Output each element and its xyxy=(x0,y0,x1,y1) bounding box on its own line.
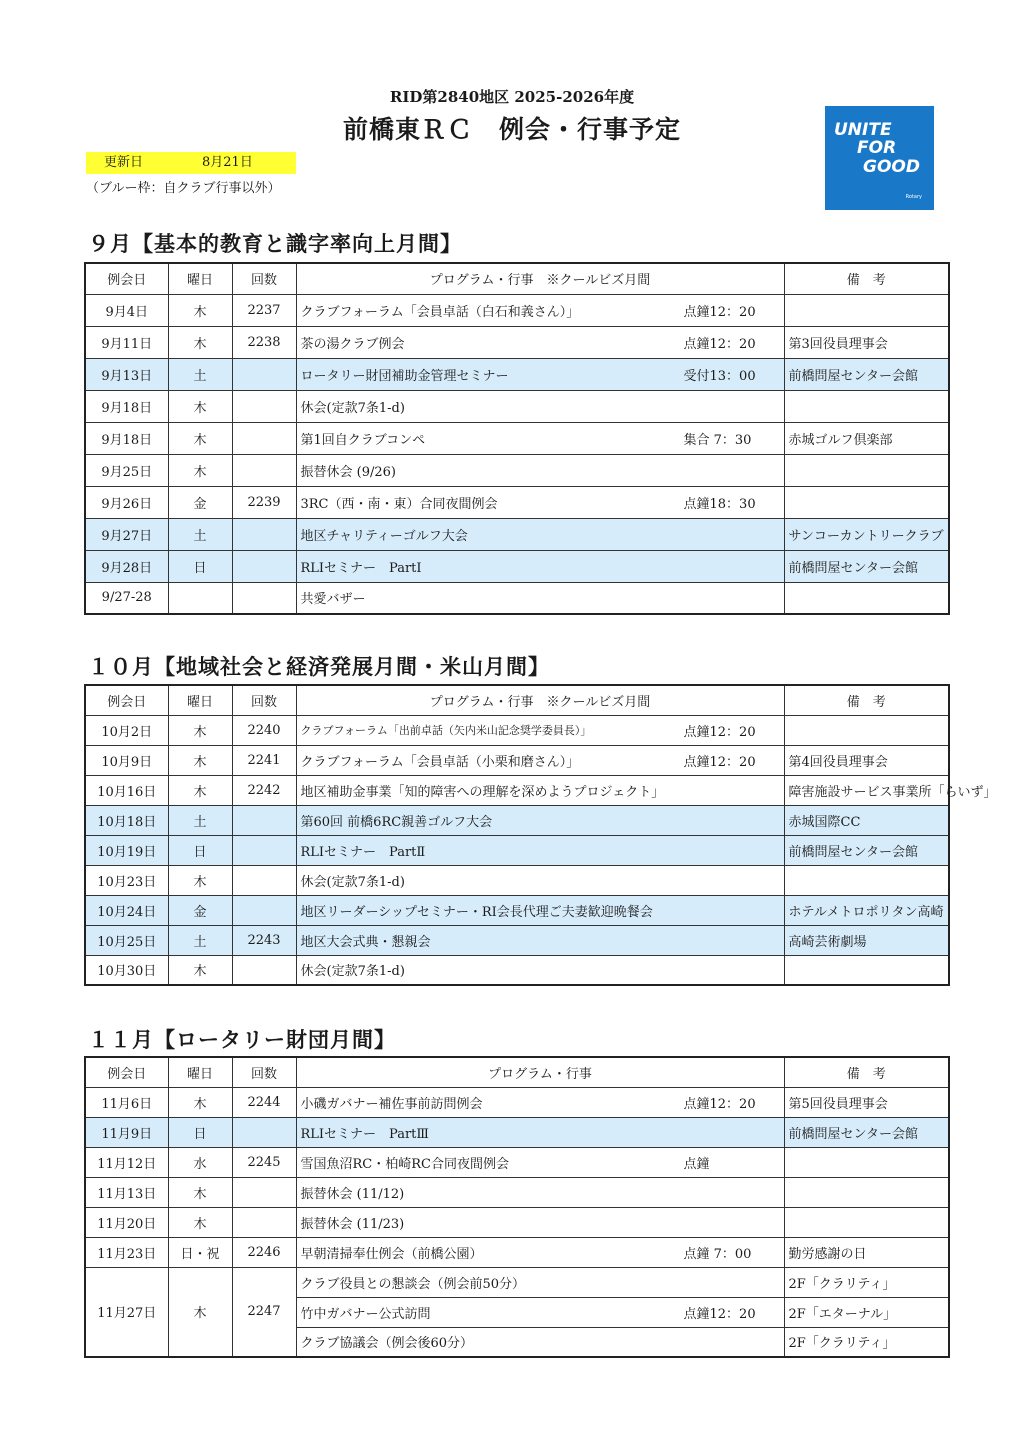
col-header-number: 回数 xyxy=(232,685,296,715)
number-cell: 2242 xyxy=(232,775,296,805)
program-cell xyxy=(296,925,784,955)
remarks-cell xyxy=(784,390,949,422)
date-cell: 9/27-28 xyxy=(85,582,168,614)
weekday-cell: 木 xyxy=(168,326,232,358)
table-row xyxy=(85,805,949,835)
weekday-cell: 木 xyxy=(168,715,232,745)
table-row xyxy=(85,454,949,486)
program-time: 集合 7：30 xyxy=(683,432,752,448)
remarks-cell: 2F「クラリティ」 xyxy=(784,1267,949,1297)
date-cell: 9月28日 xyxy=(85,550,168,582)
weekday-cell: 金 xyxy=(168,486,232,518)
weekday-cell: 木 xyxy=(168,454,232,486)
table-row xyxy=(85,745,949,775)
schedule-table-october xyxy=(84,684,997,986)
program-cell xyxy=(296,1117,784,1147)
program-content xyxy=(301,1332,780,1351)
weekday-cell: 木 xyxy=(168,745,232,775)
col-header-number: 回数 xyxy=(232,1057,296,1087)
program-cell xyxy=(296,454,784,486)
date-cell: 10月23日 xyxy=(85,865,168,895)
remarks-cell: 2F「クラリティ」 xyxy=(784,1327,949,1357)
remarks-cell: 前橋問屋センター会館 xyxy=(784,550,949,582)
program-cell xyxy=(296,1087,784,1117)
number-cell: 2247 xyxy=(232,1267,296,1357)
table-row xyxy=(85,582,949,614)
update-date-box xyxy=(86,152,296,174)
program-content xyxy=(301,1123,780,1142)
program-cell xyxy=(296,745,784,775)
table-header-row xyxy=(85,1057,949,1087)
table-row xyxy=(85,715,949,745)
program-cell xyxy=(296,1297,784,1327)
program-content xyxy=(301,751,780,770)
remarks-cell xyxy=(784,1147,949,1177)
table-header-row xyxy=(85,263,949,294)
number-cell xyxy=(232,358,296,390)
remarks-cell: 高崎芸術劇場 xyxy=(784,925,949,955)
update-label: 更新日 xyxy=(104,155,144,170)
program-cell xyxy=(296,358,784,390)
program-cell xyxy=(296,486,784,518)
program-text: 地区補助金事業「知的障害への理解を深めようプロジェクト」 xyxy=(300,784,665,800)
remarks-cell xyxy=(784,715,949,745)
program-content xyxy=(301,525,780,544)
program-cell xyxy=(296,1207,784,1237)
number-cell xyxy=(232,422,296,454)
number-cell xyxy=(232,895,296,925)
program-text: 雪国魚沼RC・柏崎RC合同夜間例会 xyxy=(300,1156,509,1172)
col-header-weekday: 曜日 xyxy=(168,685,232,715)
date-cell: 9月11日 xyxy=(85,326,168,358)
table-row xyxy=(85,390,949,422)
program-cell xyxy=(296,1267,784,1297)
program-text: 休会(定款7条1-d) xyxy=(300,874,405,890)
table-row xyxy=(85,835,949,865)
weekday-cell: 木 xyxy=(168,1177,232,1207)
program-content xyxy=(301,1273,780,1292)
page-title: 前橋東ＲＣ 例会・行事予定 xyxy=(342,115,681,144)
legend-note: （ブルー枠：自クラブ行事以外） xyxy=(86,181,281,196)
number-cell xyxy=(232,454,296,486)
remarks-cell xyxy=(784,454,949,486)
program-content xyxy=(301,333,780,352)
weekday-cell: 日・祝 xyxy=(168,1237,232,1267)
date-cell: 10月16日 xyxy=(85,775,168,805)
remarks-cell xyxy=(784,582,949,614)
program-text: 地区チャリティーゴルフ大会 xyxy=(300,528,468,544)
program-content xyxy=(301,493,780,512)
date-cell: 11月13日 xyxy=(85,1177,168,1207)
col-header-date: 例会日 xyxy=(85,263,168,294)
date-cell: 9月26日 xyxy=(85,486,168,518)
section-title-september: ９月【基本的教育と識字率向上月間】 xyxy=(88,231,462,256)
program-time: 点鐘 xyxy=(683,1156,710,1172)
schedule-table-november xyxy=(84,1056,950,1358)
number-cell xyxy=(232,1207,296,1237)
program-text: 早朝清掃奉仕例会（前橋公園） xyxy=(300,1246,483,1262)
col-header-remarks: 備 考 xyxy=(784,263,949,294)
table-row xyxy=(85,1087,949,1117)
program-cell xyxy=(296,1327,784,1357)
remarks-cell: ホテルメトロポリタン高崎 xyxy=(784,895,949,925)
unite-for-good-logo xyxy=(825,106,934,210)
program-cell xyxy=(296,326,784,358)
number-cell: 2244 xyxy=(232,1087,296,1117)
program-text: 振替休会 (11/12) xyxy=(300,1186,405,1202)
program-text: 竹中ガバナー公式訪問 xyxy=(300,1306,431,1322)
date-cell: 10月18日 xyxy=(85,805,168,835)
remarks-cell xyxy=(784,955,949,985)
program-cell xyxy=(296,775,784,805)
col-header-date: 例会日 xyxy=(85,685,168,715)
program-time: 点鐘12：20 xyxy=(683,754,756,770)
date-cell: 9月18日 xyxy=(85,422,168,454)
program-text: 茶の湯クラブ例会 xyxy=(300,336,405,352)
number-cell: 2245 xyxy=(232,1147,296,1177)
remarks-cell xyxy=(784,294,949,326)
program-content xyxy=(301,1243,780,1262)
table-row xyxy=(85,518,949,550)
section-title-november: １１月【ロータリー財団月間】 xyxy=(88,1027,396,1052)
remarks-cell: 第4回役員理事会 xyxy=(784,745,949,775)
weekday-cell: 日 xyxy=(168,550,232,582)
remarks-cell xyxy=(784,1207,949,1237)
program-text: RLIセミナー PartⅠ xyxy=(300,560,422,576)
remarks-cell: 第5回役員理事会 xyxy=(784,1087,949,1117)
program-content xyxy=(301,1093,780,1112)
program-text: ロータリー財団補助金管理セミナー xyxy=(300,368,509,384)
date-cell: 10月2日 xyxy=(85,715,168,745)
date-cell: 11月27日 xyxy=(85,1267,168,1357)
remarks-cell: 赤城ゴルフ倶楽部 xyxy=(784,422,949,454)
weekday-cell: 木 xyxy=(168,1207,232,1237)
table-row xyxy=(85,1267,949,1297)
program-content xyxy=(301,721,780,740)
date-cell: 11月23日 xyxy=(85,1237,168,1267)
program-cell xyxy=(296,715,784,745)
program-cell xyxy=(296,518,784,550)
program-content xyxy=(301,1153,780,1172)
col-header-program: プログラム・行事 ※クールビズ月間 xyxy=(296,685,784,715)
weekday-cell: 木 xyxy=(168,1087,232,1117)
remarks-cell: 前橋問屋センター会館 xyxy=(784,835,949,865)
remarks-cell xyxy=(784,1177,949,1207)
table-row xyxy=(85,294,949,326)
number-cell xyxy=(232,390,296,422)
col-header-date: 例会日 xyxy=(85,1057,168,1087)
remarks-cell: サンコーカントリークラブ xyxy=(784,518,949,550)
program-cell xyxy=(296,422,784,454)
table-row xyxy=(85,955,949,985)
program-text: クラブフォーラム「出前卓話（矢内米山記念奨学委員長）」 xyxy=(300,724,592,737)
weekday-cell: 木 xyxy=(168,955,232,985)
program-content xyxy=(301,781,780,800)
weekday-cell: 日 xyxy=(168,1117,232,1147)
table-row xyxy=(85,550,949,582)
program-cell xyxy=(296,1237,784,1267)
program-text: 3RC（西・南・東）合同夜間例会 xyxy=(300,496,498,512)
program-content xyxy=(301,901,780,920)
number-cell: 2243 xyxy=(232,925,296,955)
table-row xyxy=(85,1237,949,1267)
remarks-cell: 2F「エターナル」 xyxy=(784,1297,949,1327)
weekday-cell xyxy=(168,582,232,614)
weekday-cell: 水 xyxy=(168,1147,232,1177)
weekday-cell: 金 xyxy=(168,895,232,925)
remarks-cell: 障害施設サービス事業所「らいず」 xyxy=(784,775,949,805)
number-cell xyxy=(232,1177,296,1207)
section-title-october: １０月【地域社会と経済発展月間・米山月間】 xyxy=(88,654,550,679)
date-cell: 9月27日 xyxy=(85,518,168,550)
program-content xyxy=(301,811,780,830)
update-value: 8月21日 xyxy=(202,155,253,170)
remarks-cell: 勤労感謝の日 xyxy=(784,1237,949,1267)
table-row xyxy=(85,895,949,925)
table-row xyxy=(85,775,949,805)
date-cell: 9月25日 xyxy=(85,454,168,486)
col-header-number: 回数 xyxy=(232,263,296,294)
program-text: 共愛バザー xyxy=(300,592,366,608)
table-row xyxy=(85,326,949,358)
col-header-program: プログラム・行事 xyxy=(296,1057,784,1087)
col-header-weekday: 曜日 xyxy=(168,1057,232,1087)
col-header-remarks: 備 考 xyxy=(784,1057,949,1087)
program-content xyxy=(301,557,780,576)
remarks-cell xyxy=(784,865,949,895)
program-text: 振替休会 (9/26) xyxy=(300,464,396,480)
program-text: 第60回 前橋6RC親善ゴルフ大会 xyxy=(300,814,493,830)
program-time: 点鐘18：30 xyxy=(683,496,756,512)
weekday-cell: 木 xyxy=(168,865,232,895)
table-row xyxy=(85,1207,949,1237)
weekday-cell: 土 xyxy=(168,518,232,550)
date-cell: 10月9日 xyxy=(85,745,168,775)
program-text: クラブ役員との懇談会（例会前50分） xyxy=(300,1276,526,1292)
program-cell xyxy=(296,955,784,985)
number-cell xyxy=(232,805,296,835)
number-cell: 2240 xyxy=(232,715,296,745)
date-cell: 11月20日 xyxy=(85,1207,168,1237)
number-cell xyxy=(232,835,296,865)
logo-line3: GOOD xyxy=(863,157,920,177)
date-cell: 10月24日 xyxy=(85,895,168,925)
number-cell xyxy=(232,865,296,895)
program-content xyxy=(301,931,780,950)
program-text: クラブフォーラム「会員卓話（小栗和磨さん）」 xyxy=(300,754,580,770)
program-text: クラブフォーラム「会員卓話（白石和義さん）」 xyxy=(300,304,580,320)
remarks-cell: 赤城国際CC xyxy=(784,805,949,835)
program-cell xyxy=(296,865,784,895)
program-text: 小磯ガバナー補佐事前訪問例会 xyxy=(300,1096,483,1112)
number-cell: 2246 xyxy=(232,1237,296,1267)
table-row xyxy=(85,486,949,518)
col-header-weekday: 曜日 xyxy=(168,263,232,294)
program-text: 休会(定款7条1-d) xyxy=(300,400,405,416)
program-time: 点鐘 7：00 xyxy=(683,1246,752,1262)
program-cell xyxy=(296,1147,784,1177)
program-text: クラブ協議会（例会後60分） xyxy=(300,1336,474,1352)
table-row xyxy=(85,925,949,955)
remarks-cell: 前橋問屋センター会館 xyxy=(784,358,949,390)
program-content xyxy=(301,1213,780,1232)
program-text: 地区大会式典・懇親会 xyxy=(300,934,431,950)
table-header-row xyxy=(85,685,949,715)
date-cell: 11月12日 xyxy=(85,1147,168,1177)
program-time: 点鐘12：20 xyxy=(683,1306,756,1322)
program-cell xyxy=(296,1177,784,1207)
program-text: 休会(定款7条1-d) xyxy=(300,964,405,980)
program-time: 点鐘12：20 xyxy=(683,336,756,352)
program-content xyxy=(301,960,780,979)
program-content xyxy=(301,301,780,320)
weekday-cell: 木 xyxy=(168,422,232,454)
weekday-cell: 木 xyxy=(168,390,232,422)
program-content xyxy=(301,588,780,607)
program-content xyxy=(301,841,780,860)
program-time: 点鐘12：20 xyxy=(683,724,756,740)
program-content xyxy=(301,1183,780,1202)
table-row xyxy=(85,1117,949,1147)
schedule-table-september xyxy=(84,262,950,615)
program-cell xyxy=(296,895,784,925)
program-content xyxy=(301,461,780,480)
program-cell xyxy=(296,582,784,614)
date-cell: 10月25日 xyxy=(85,925,168,955)
program-time: 点鐘12：20 xyxy=(683,1096,756,1112)
number-cell: 2238 xyxy=(232,326,296,358)
program-cell xyxy=(296,294,784,326)
program-content xyxy=(301,397,780,416)
date-cell: 9月4日 xyxy=(85,294,168,326)
remarks-cell: 第3回役員理事会 xyxy=(784,326,949,358)
weekday-cell: 土 xyxy=(168,805,232,835)
weekday-cell: 土 xyxy=(168,925,232,955)
program-content xyxy=(301,429,780,448)
weekday-cell: 木 xyxy=(168,1267,232,1357)
remarks-cell: 前橋問屋センター会館 xyxy=(784,1117,949,1147)
program-text: 振替休会 (11/23) xyxy=(300,1216,405,1232)
logo-line1: UNITE xyxy=(834,120,892,140)
program-cell xyxy=(296,390,784,422)
table-row xyxy=(85,422,949,454)
program-content xyxy=(301,1303,780,1322)
number-cell xyxy=(232,582,296,614)
col-header-program: プログラム・行事 ※クールビズ月間 xyxy=(296,263,784,294)
program-text: 地区リーダーシップセミナー・RI会長代理ご夫妻歓迎晩餐会 xyxy=(300,904,653,920)
program-content xyxy=(301,365,780,384)
table-row xyxy=(85,358,949,390)
number-cell: 2241 xyxy=(232,745,296,775)
program-cell xyxy=(296,835,784,865)
header-org: RID第2840地区 2025-2026年度 xyxy=(389,88,635,106)
program-time: 受付13：00 xyxy=(683,368,756,384)
weekday-cell: 木 xyxy=(168,294,232,326)
date-cell: 11月6日 xyxy=(85,1087,168,1117)
program-cell xyxy=(296,550,784,582)
program-text: RLIセミナー PartⅢ xyxy=(300,1126,429,1142)
logo-line2: FOR xyxy=(857,138,897,158)
program-content xyxy=(301,871,780,890)
weekday-cell: 木 xyxy=(168,775,232,805)
table-row xyxy=(85,1147,949,1177)
date-cell: 11月9日 xyxy=(85,1117,168,1147)
program-time: 点鐘12：20 xyxy=(683,304,756,320)
number-cell xyxy=(232,550,296,582)
number-cell: 2239 xyxy=(232,486,296,518)
weekday-cell: 土 xyxy=(168,358,232,390)
date-cell: 10月19日 xyxy=(85,835,168,865)
program-text: RLIセミナー PartⅡ xyxy=(300,844,426,860)
remarks-cell xyxy=(784,486,949,518)
number-cell: 2237 xyxy=(232,294,296,326)
program-text: 第1回自クラブコンペ xyxy=(300,432,426,448)
date-cell: 9月13日 xyxy=(85,358,168,390)
col-header-remarks: 備 考 xyxy=(784,685,949,715)
number-cell xyxy=(232,1117,296,1147)
program-cell xyxy=(296,805,784,835)
number-cell xyxy=(232,955,296,985)
table-row xyxy=(85,865,949,895)
date-cell: 10月30日 xyxy=(85,955,168,985)
weekday-cell: 日 xyxy=(168,835,232,865)
logo-rotary-mark: Rotary xyxy=(905,194,922,200)
date-cell: 9月18日 xyxy=(85,390,168,422)
number-cell xyxy=(232,518,296,550)
table-row xyxy=(85,1177,949,1207)
